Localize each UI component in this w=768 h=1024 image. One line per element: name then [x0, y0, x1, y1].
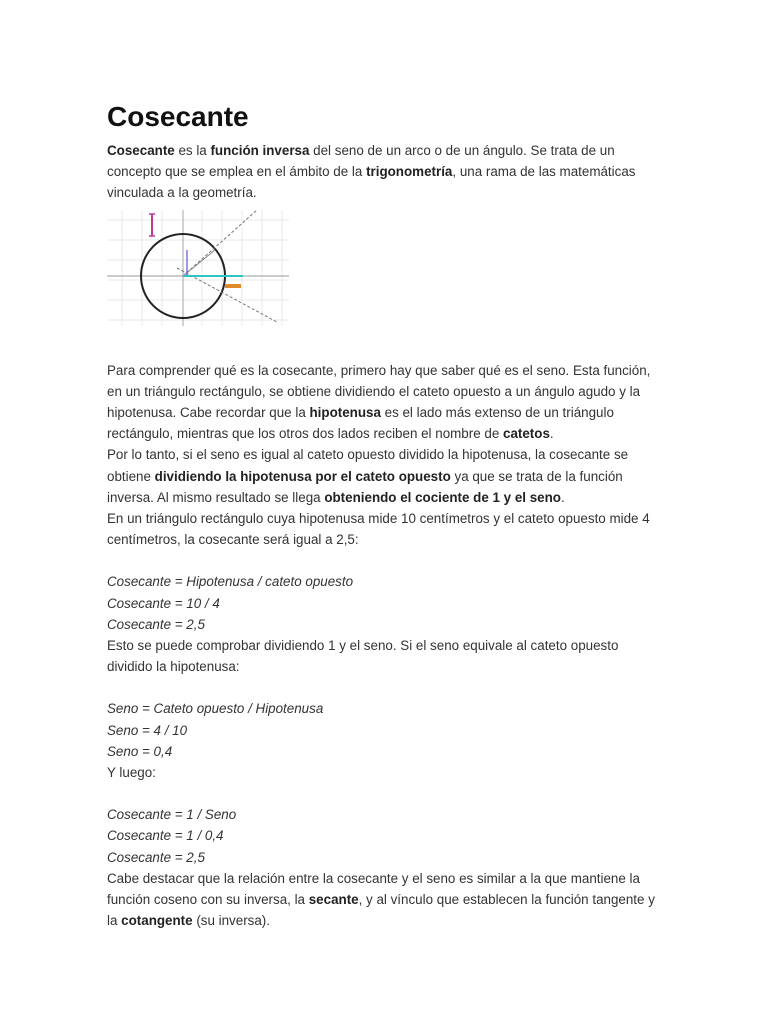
formula-line: Seno = 4 / 10	[107, 722, 188, 738]
triangulo-paragraph: En un triángulo rectángulo cuya hipotenusa mide 10 centímetros y el cateto opuesto mide 4 centímetros, la cosecante será igual a 2,5:	[107, 511, 650, 548]
por-lo-tanto-paragraph: Por lo tanto, si el seno es igual al cateto opuesto dividido la hipotenusa, la cosecante se obtiene dividiendo la hipotenusa por el cateto opuesto ya que se trata de la función inversa. Al mismo resultado se llega obteniendo el cociente de 1 y el seno.	[107, 447, 629, 505]
term-cotangente: cotangente	[121, 913, 193, 929]
formula-line: Seno = 0,4	[107, 743, 173, 759]
formula-line: Cosecante = Hipotenusa / cateto opuesto	[107, 574, 354, 590]
term-catetos: catetos	[503, 426, 550, 442]
spacer	[107, 550, 667, 571]
term-dividiendo: dividiendo la hipotenusa por el cateto opuesto	[154, 468, 451, 484]
legend-swatch	[225, 284, 241, 288]
formula-line: Cosecante = 2,5	[107, 616, 205, 632]
article	[107, 98, 667, 931]
formula-line: Cosecante = 1 / 0,4	[107, 828, 224, 844]
term-trigonometria: trigonometría	[366, 164, 453, 180]
term-secante: secante	[308, 892, 359, 908]
formula-line: Cosecante = 2,5	[107, 849, 205, 865]
diagram-grid	[107, 210, 289, 326]
final-paragraph: Cabe destacar que la relación entre la cosecante y el seno es similar a la que mantiene la función coseno con su inversa, la secante, y al vínculo que establecen la función tangente y la cotangente (su inversa).	[107, 870, 655, 929]
y-luego-text: Y luego:	[107, 765, 156, 781]
term-hipotenusa: hipotenusa	[309, 405, 381, 421]
spacer	[107, 677, 667, 698]
radius-line	[183, 250, 215, 276]
intro-paragraph: Cosecante es la función inversa del seno de un arco o de un ángulo. Se trata de un concepto que se emplea en el ámbito de la trigonometría, una rama de las matemáticas vinculada a la geometría.	[107, 143, 636, 201]
term-cociente: obteniendo el cociente de 1 y el seno	[324, 489, 561, 505]
formula-line: Seno = Cateto opuesto / Hipotenusa	[107, 701, 324, 717]
term-funcion-inversa: función inversa	[210, 143, 310, 158]
term-cosecante: Cosecante	[107, 143, 175, 158]
formula-line: Cosecante = 10 / 4	[107, 595, 220, 611]
spacer	[107, 783, 667, 804]
formula-line: Cosecante = 1 / Seno	[107, 807, 237, 823]
page-title: Cosecante	[107, 101, 249, 132]
comprobar-paragraph: Esto se puede comprobar dividiendo 1 y el seno. Si el seno equivale al cateto opuesto dividido la hipotenusa:	[107, 638, 619, 675]
seno-paragraph: Para comprender qué es la cosecante, primero hay que saber qué es el seno. Esta función, en un triángulo rectángulo, se obtiene dividiendo el cateto opuesto a un ángulo agudo y la hipotenusa. Cabe recordar que la hipotenusa es el lado más extenso de un triángulo rectángulo, mientras que los otros dos lados reciben el nombre de catetos.	[107, 362, 651, 442]
unit-circle-diagram	[107, 210, 289, 326]
